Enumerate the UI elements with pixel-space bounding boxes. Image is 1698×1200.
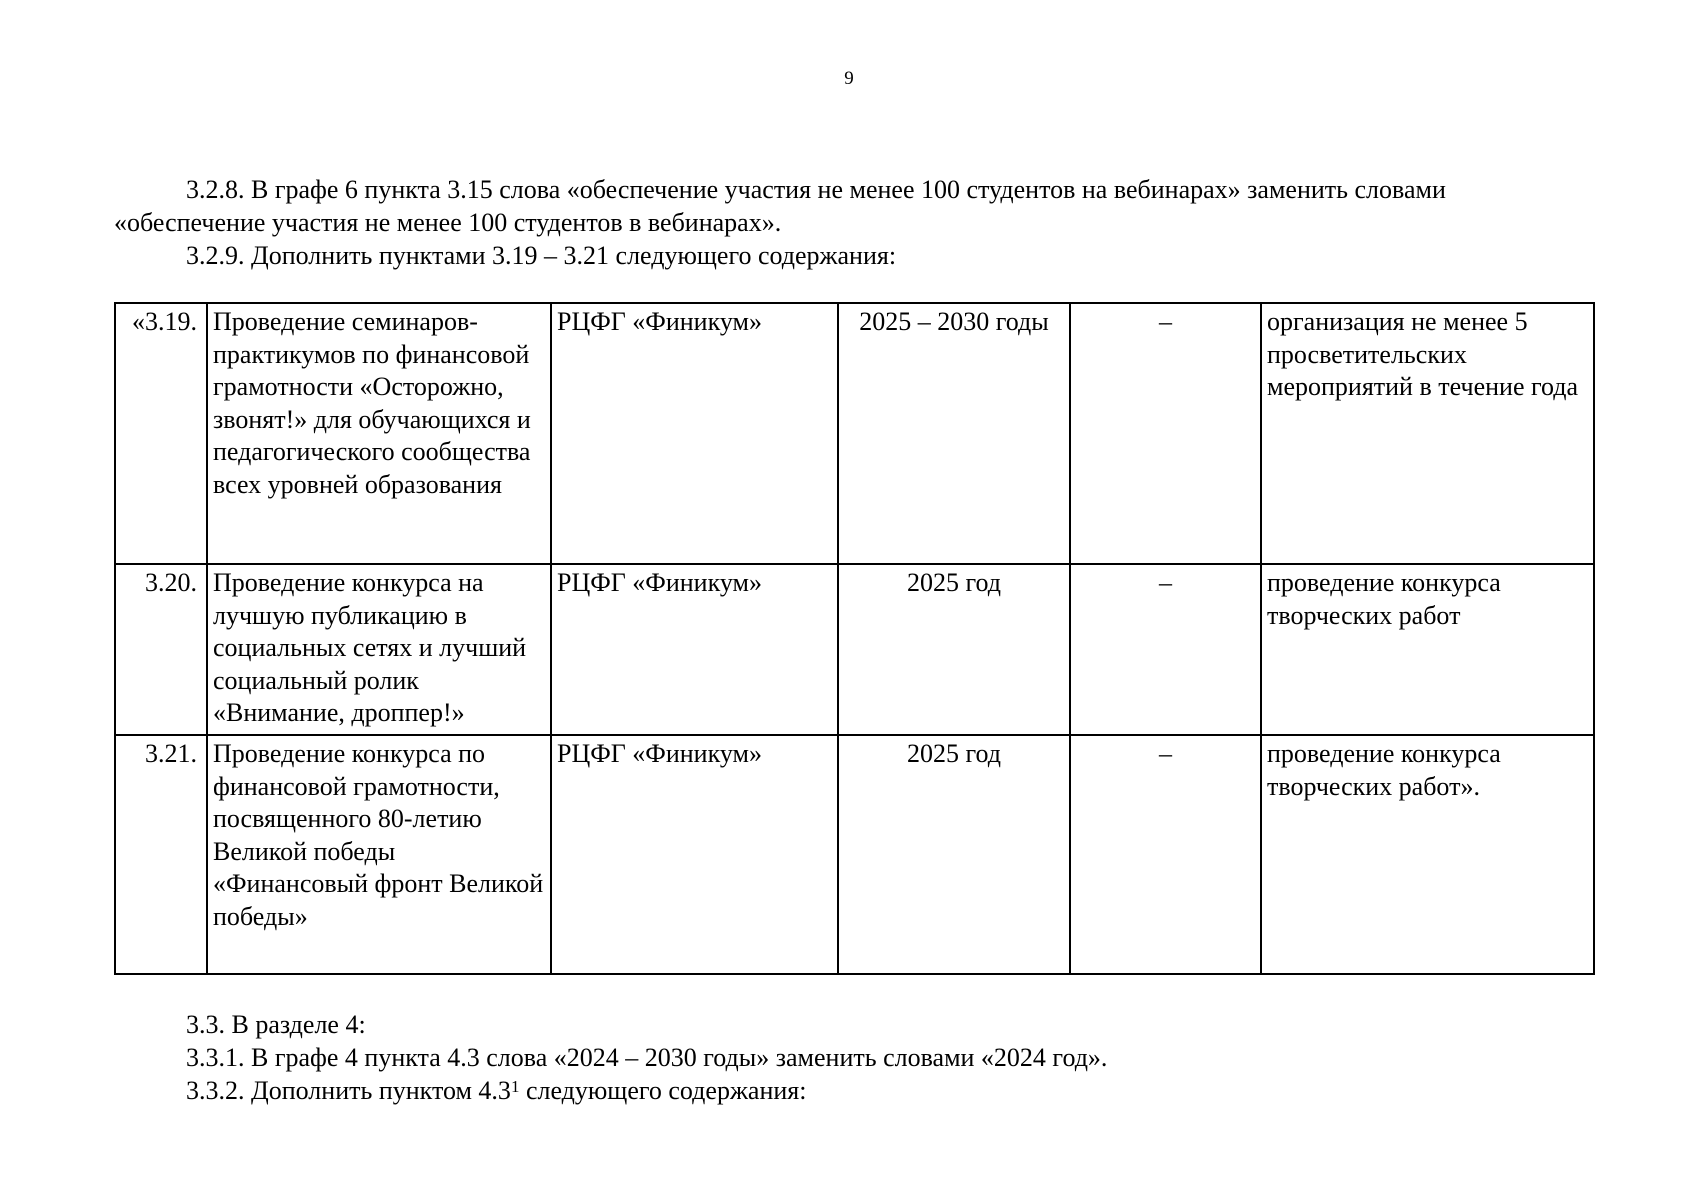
funding-cell: – bbox=[1070, 303, 1261, 564]
paragraph-text: 3.3. В разделе 4: bbox=[186, 1010, 366, 1039]
inserted-items-table bbox=[114, 302, 1595, 975]
item-name-cell: Проведение семинаров-практикумов по финансовой грамотности «Осторожно, звонят!» для обучающихся и педагогического сообщества всех уровней образования bbox=[207, 303, 551, 564]
paragraph-3-2-9 bbox=[114, 239, 1594, 272]
period-cell: 2025 год bbox=[838, 735, 1070, 974]
result-cell: проведение конкурса творческих работ». bbox=[1261, 735, 1594, 974]
paragraph-3-3-2 bbox=[114, 1074, 1594, 1107]
paragraph-3-2-8 bbox=[114, 173, 1594, 239]
item-name-cell: Проведение конкурса на лучшую публикацию в социальных сетях и лучший социальный ролик «Внимание, дроппер!» bbox=[207, 564, 551, 735]
result-cell: проведение конкурса творческих работ bbox=[1261, 564, 1594, 735]
executor-cell: РЦФГ «Финикум» bbox=[551, 735, 838, 974]
paragraph-text: следующего содержания: bbox=[519, 1076, 807, 1105]
table-row bbox=[115, 735, 1594, 974]
table-row bbox=[115, 303, 1594, 564]
paragraph-text: 3.2.9. Дополнить пунктами 3.19 – 3.21 следующего содержания: bbox=[186, 241, 897, 270]
period-cell: 2025 год bbox=[838, 564, 1070, 735]
result-cell: организация не менее 5 просветительских мероприятий в течение года bbox=[1261, 303, 1594, 564]
paragraph-text: 3.3.1. В графе 4 пункта 4.3 слова «2024 – 2030 годы» заменить словами «2024 год». bbox=[186, 1043, 1108, 1072]
funding-cell: – bbox=[1070, 564, 1261, 735]
paragraph-text: 3.3.2. Дополнить пунктом 4.3 bbox=[186, 1076, 511, 1105]
funding-cell: – bbox=[1070, 735, 1261, 974]
table-row bbox=[115, 564, 1594, 735]
paragraph-text: 3.2.8. В графе 6 пункта 3.15 слова «обеспечение участия не менее 100 студентов на вебинарах» заменить словами «обеспечение участия не менее 100 студентов в вебинарах». bbox=[114, 175, 1446, 237]
page-number: 9 bbox=[844, 68, 854, 89]
paragraph-3-3-1 bbox=[114, 1041, 1594, 1074]
item-number-cell: 3.21. bbox=[115, 735, 207, 974]
item-number-cell: «3.19. bbox=[115, 303, 207, 564]
period-cell: 2025 – 2030 годы bbox=[838, 303, 1070, 564]
paragraph-3-3 bbox=[114, 1008, 1594, 1041]
item-name-cell: Проведение конкурса по финансовой грамотности, посвященного 80-летию Великой победы «Финансовый фронт Великой победы» bbox=[207, 735, 551, 974]
superscript-index: 1 bbox=[510, 1077, 520, 1096]
executor-cell: РЦФГ «Финикум» bbox=[551, 564, 838, 735]
item-number-cell: 3.20. bbox=[115, 564, 207, 735]
executor-cell: РЦФГ «Финикум» bbox=[551, 303, 838, 564]
